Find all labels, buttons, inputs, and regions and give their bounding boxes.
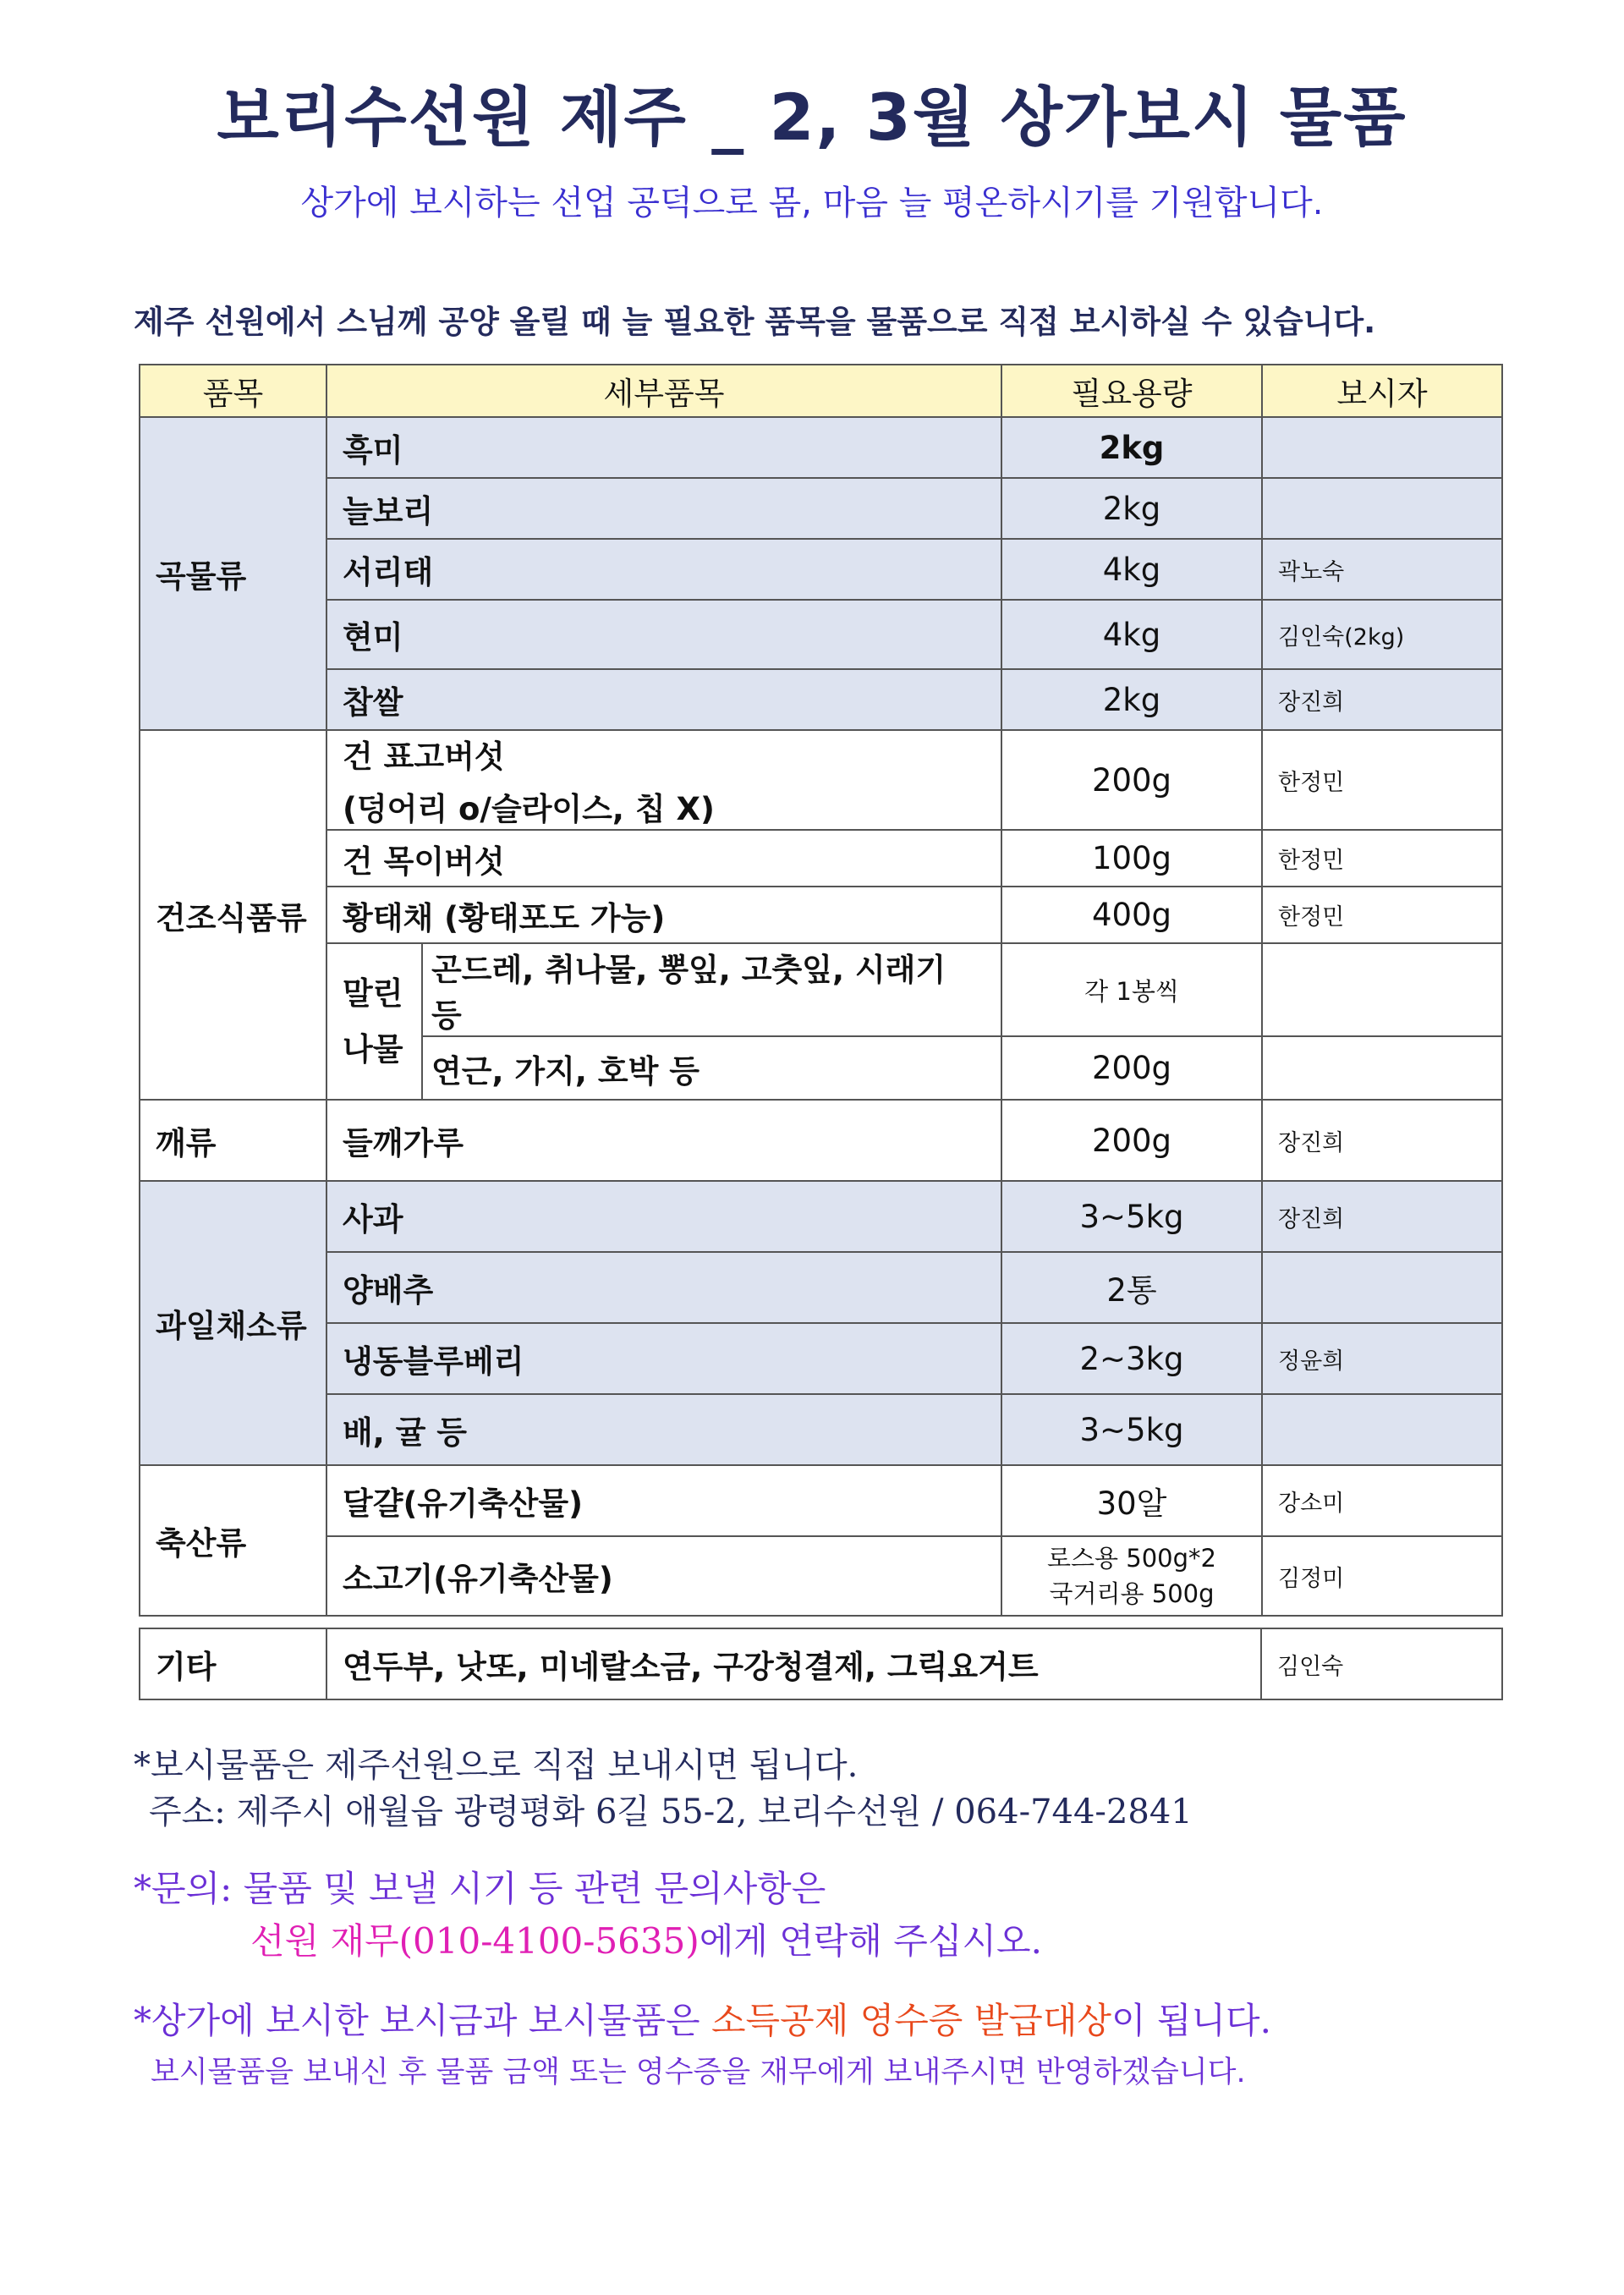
tax-note-a: *상가에 보시한 보시금과 보시물품은 [134, 2000, 711, 2041]
header-category: 품목 [140, 365, 326, 417]
page-subtitle: 상가에 보시하는 선업 공덕으로 몸, 마음 늘 평온하시기를 기원합니다. [300, 184, 1324, 222]
item-name: 흑미 [326, 417, 1001, 478]
item-qty: 200g [1001, 730, 1262, 830]
item-name: 소고기(유기축산물) [326, 1536, 1001, 1616]
shipping-note: *보시물품은 제주선원으로 직접 보내시면 됩니다. [134, 1746, 859, 1785]
item-name [326, 730, 1001, 830]
table-row [140, 1252, 1502, 1323]
item-donor: 장진희 [1262, 1181, 1502, 1252]
intro-text: 제주 선원에서 스님께 공양 올릴 때 늘 필요한 품목을 물품으로 직접 보시하실 수 있습니다. [134, 304, 1376, 340]
item-name: 서리태 [326, 539, 1001, 600]
item-name: 들깨가루 [326, 1100, 1001, 1181]
item-name: 황태채 (황태포도 가능) [326, 887, 1001, 943]
item-donor [1262, 417, 1502, 478]
item-donor [1262, 1394, 1502, 1465]
tax-note [134, 1993, 1271, 2044]
item-donor: 한정민 [1262, 730, 1502, 830]
item-donor: 정윤희 [1262, 1323, 1502, 1394]
header-detail-item: 세부품목 [326, 365, 1001, 417]
item-qty: 2~3kg [1001, 1323, 1262, 1394]
finance-contact: 선원 재무(010-4100-5635) [250, 1920, 700, 1962]
table-row [140, 600, 1502, 669]
item-donor [1262, 943, 1502, 1036]
inquiry-line-2 [250, 1913, 1042, 1964]
item-qty: 4kg [1001, 539, 1262, 600]
item-donor: 곽노숙 [1262, 539, 1502, 600]
table-row [140, 943, 1502, 1036]
item-name: 찹쌀 [326, 669, 1001, 730]
item-qty: 2통 [1001, 1252, 1262, 1323]
table-row [140, 669, 1502, 730]
item-qty-line1: 로스용 500g*2 [1047, 1544, 1216, 1573]
header-donor: 보시자 [1262, 365, 1502, 417]
inquiry-line-1: *문의: 물품 및 보낼 시기 등 관련 문의사항은 [134, 1868, 826, 1909]
item-qty: 3~5kg [1001, 1394, 1262, 1465]
item-donor: 장진희 [1262, 669, 1502, 730]
category-fruit-veg: 과일채소류 [140, 1181, 326, 1465]
item-name: 늘보리 [326, 478, 1001, 539]
table-row [140, 539, 1502, 600]
category-livestock: 축산류 [140, 1465, 326, 1616]
dried-veg-label-line1: 말린 [343, 975, 403, 1012]
item-donor: 한정민 [1262, 887, 1502, 943]
address-line: 주소: 제주시 애월읍 광령평화 6길 55-2, 보리수선원 / 064-744-2841 [149, 1793, 1193, 1831]
table-row [140, 478, 1502, 539]
tax-receipt-highlight: 소득공제 영수증 발급대상 [710, 2000, 1111, 2041]
item-qty: 4kg [1001, 600, 1262, 669]
category-dried: 건조식품류 [140, 730, 326, 1100]
etc-items-table [139, 1628, 1503, 1700]
item-donor [1262, 478, 1502, 539]
item-qty: 각 1봉씩 [1001, 943, 1262, 1036]
item-donor: 장진희 [1262, 1100, 1502, 1181]
table-header-row [140, 365, 1502, 417]
item-qty: 30알 [1001, 1465, 1262, 1536]
tax-subnote: 보시물품을 보내신 후 물품 금액 또는 영수증을 재무에게 보내주시면 반영하겠습니다. [151, 2056, 1246, 2089]
inquiry-line-2-rest: 에게 연락해 주십시오. [699, 1920, 1042, 1962]
item-donor: 김인숙 [1261, 1628, 1502, 1699]
item-qty: 2kg [1001, 669, 1262, 730]
item-donor [1262, 1036, 1502, 1100]
item-name-line2: (덩어리 o/슬라이스, 칩 X) [343, 791, 715, 827]
item-name-line1: 건 표고버섯 [343, 738, 505, 775]
category-etc: 기타 [140, 1628, 326, 1699]
item-name: 사과 [326, 1181, 1001, 1252]
item-qty [1001, 1536, 1262, 1616]
item-name: 배, 귤 등 [326, 1394, 1001, 1465]
item-name: 연근, 가지, 호박 등 [422, 1036, 1001, 1100]
item-name: 곤드레, 취나물, 뽕잎, 고춧잎, 시래기 등 [422, 943, 1001, 1036]
item-donor: 김인숙(2kg) [1262, 600, 1502, 669]
item-name: 연두부, 낫또, 미네랄소금, 구강청결제, 그릭요거트 [326, 1628, 1261, 1699]
table-row [140, 1181, 1502, 1252]
category-grain: 곡물류 [140, 417, 326, 730]
item-qty: 100g [1001, 830, 1262, 887]
table-row [140, 887, 1502, 943]
item-name: 현미 [326, 600, 1001, 669]
table-row [140, 1100, 1502, 1181]
item-qty: 200g [1001, 1036, 1262, 1100]
item-qty: 400g [1001, 887, 1262, 943]
dried-veg-label [326, 943, 422, 1100]
table-row [140, 730, 1502, 830]
item-name: 양배추 [326, 1252, 1001, 1323]
item-name: 달걀(유기축산물) [326, 1465, 1001, 1536]
page-title: 보리수선원 제주 _ 2, 3월 상가보시 물품 [217, 80, 1407, 155]
category-sesame: 깨류 [140, 1100, 326, 1181]
item-name: 냉동블루베리 [326, 1323, 1001, 1394]
table-row [140, 1465, 1502, 1536]
item-qty: 2kg [1001, 417, 1262, 478]
table-row [140, 1323, 1502, 1394]
item-donor: 한정민 [1262, 830, 1502, 887]
item-qty: 200g [1001, 1100, 1262, 1181]
item-name: 건 목이버섯 [326, 830, 1001, 887]
table-row [140, 1628, 1502, 1699]
tax-note-c: 이 됩니다. [1111, 2000, 1271, 2041]
table-row [140, 417, 1502, 478]
table-row [140, 1394, 1502, 1465]
item-qty: 3~5kg [1001, 1181, 1262, 1252]
table-row [140, 1536, 1502, 1616]
item-qty: 2kg [1001, 478, 1262, 539]
dried-veg-label-line2: 나물 [343, 1030, 403, 1068]
item-donor: 김정미 [1262, 1536, 1502, 1616]
donation-items-table [139, 364, 1503, 1617]
item-donor [1262, 1252, 1502, 1323]
header-required-qty: 필요용량 [1001, 365, 1262, 417]
item-donor: 강소미 [1262, 1465, 1502, 1536]
table-row [140, 830, 1502, 887]
item-qty-line2: 국거리용 500g [1049, 1579, 1215, 1608]
